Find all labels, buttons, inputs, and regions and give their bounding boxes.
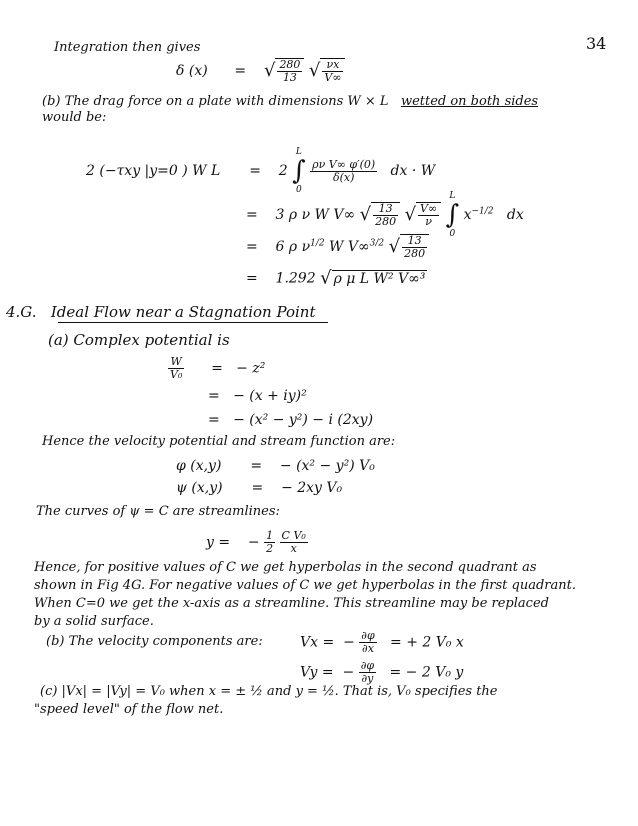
- drag-row2-frac2-den: ν: [425, 215, 432, 228]
- drag-row3-mid: W V∞: [329, 239, 370, 255]
- part-b-text: (b) The drag force on a plate with dimensions W × L: [42, 94, 389, 109]
- phi-lhs: φ (x,y): [176, 458, 222, 474]
- drag-row2-eq: =: [246, 207, 258, 223]
- delta-sqrt-1: √ $\frac{280}{13}$: [264, 58, 304, 84]
- part-c-line2: "speed level" of the flow net.: [34, 702, 224, 717]
- drag-row4: [246, 267, 427, 289]
- drag-row3-frac-num: 13: [402, 235, 427, 248]
- delta-sqrt-2: √ $\frac{\nu x}{V\infty}$: [309, 58, 346, 84]
- drag-row2-lim-bot: 0: [449, 229, 456, 239]
- drag-row2-limits: [446, 190, 460, 240]
- section-number: 4.G.: [6, 303, 37, 321]
- section-heading: [6, 304, 315, 320]
- page-number: 34: [586, 34, 607, 53]
- drag-row1-coef: 2: [278, 163, 288, 179]
- section-title: Ideal Flow near a Stagnation Point: [50, 303, 316, 321]
- vy-line: [300, 660, 463, 685]
- drag-row4-main: 1.292: [275, 270, 316, 287]
- drag-row3-sqrt: √ $\frac{13}{280}$: [389, 234, 429, 260]
- y-lhs: y =: [206, 534, 231, 551]
- drag-row1-frac: [310, 159, 377, 184]
- w-num: W: [168, 356, 184, 369]
- vy-frac: [359, 660, 376, 685]
- y-equation: [206, 530, 308, 555]
- vx-lhs: Vx =: [300, 634, 335, 651]
- pa-line2: [208, 412, 373, 428]
- drag-row4-sqrt: √ ρ μ L W² V∞³: [320, 267, 426, 289]
- phi-rhs: − (x² − y²) V₀: [279, 458, 375, 474]
- drag-row1-den: δ(x): [332, 170, 355, 184]
- delta-frac1-den: 13: [282, 71, 297, 84]
- drag-row1-lim-top: L: [295, 147, 302, 157]
- integral-sign-2: ∫: [445, 200, 460, 230]
- part-b-line1: [42, 94, 538, 110]
- drag-row2-frac-den: 280: [375, 215, 397, 228]
- w-den: V₀: [170, 368, 183, 381]
- part-c-line1: (c) |Vx| = |Vy| = V₀ when x = ± ½ and y = ½. That is, V₀ specifies the: [40, 684, 498, 699]
- y-frac2-num: C V₀: [281, 529, 306, 542]
- vx-rhs: = + 2 V₀ x: [390, 634, 464, 651]
- y-coef: −: [247, 534, 260, 551]
- para-line-1: shown in Fig 4G. For negative values of C we get hyperbolas in the first quadrant.: [34, 578, 576, 593]
- y-frac1-num: 1: [266, 529, 274, 542]
- vx-frac: [359, 630, 376, 655]
- vy-lhs: Vy =: [300, 664, 334, 681]
- phi-eq: =: [250, 458, 263, 474]
- drag-row2-sqrt2: √ $\frac{V\infty}{\nu}$: [405, 202, 442, 228]
- drag-row3-eq: =: [246, 239, 258, 255]
- drag-row2-sqrt1: √ $\frac{13}{280}$: [360, 202, 400, 228]
- psi-lhs: ψ (x,y): [176, 480, 223, 496]
- drag-row2: [246, 190, 524, 240]
- para-line-0: Hence, for positive values of C we get hyperbolas in the second quadrant as: [34, 560, 537, 575]
- delta-frac2-den: V∞: [324, 71, 342, 84]
- vy-den: ∂y: [361, 672, 374, 685]
- drag-row4-eq: =: [246, 270, 258, 287]
- delta-frac1-num: 280: [279, 58, 301, 71]
- curves-text: The curves of ψ = C are streamlines:: [36, 504, 280, 519]
- drag-row1-lim-bot: 0: [296, 185, 302, 195]
- part-b-line2: would be:: [42, 110, 107, 125]
- pa-line1: [208, 388, 307, 404]
- vy-minus: −: [342, 664, 355, 681]
- hence-text: Hence the velocity potential and stream function are:: [42, 434, 396, 449]
- section-title-underline: [58, 322, 328, 323]
- drag-row4-sqrt-content: ρ μ L W² V∞³: [333, 271, 426, 287]
- phi-line: [176, 458, 375, 474]
- psi-eq: =: [251, 480, 264, 496]
- y-frac1: [264, 530, 275, 555]
- drag-row2-main: 3 ρ ν W V∞: [275, 207, 356, 223]
- y-frac1-den: 2: [266, 542, 274, 555]
- w-over-v0: [168, 356, 184, 381]
- w-fraction: [168, 356, 265, 381]
- vy-rhs: = − 2 V₀ y: [389, 664, 464, 681]
- part-a-label: (a) Complex potential is: [48, 331, 230, 349]
- vx-line: [300, 630, 464, 655]
- part-b-underlined: wetted on both sides: [400, 94, 539, 109]
- intro-text: Integration then gives: [54, 40, 201, 55]
- drag-row2-tail: x: [463, 207, 472, 223]
- delta-lhs: δ (x): [176, 63, 208, 79]
- vx-den: ∂x: [362, 642, 374, 655]
- vy-num: ∂φ: [360, 659, 375, 672]
- drag-row2-dx: dx: [506, 207, 524, 223]
- drag-row1-num: ρν V∞ φ′(0): [312, 157, 376, 171]
- drag-row2-exp: −1/2: [471, 206, 494, 217]
- pa-line1-eq: =: [208, 388, 220, 404]
- drag-row3-main: 6 ρ ν: [275, 239, 311, 255]
- drag-lhs: 2 (−τxy |y=0 ) W L: [86, 163, 221, 179]
- psi-line: [176, 480, 342, 496]
- drag-row2-frac2-num: V∞: [420, 202, 438, 215]
- drag-row1: [86, 146, 435, 196]
- vx-minus: −: [343, 634, 355, 651]
- drag-row3-exp2: 3/2: [369, 238, 385, 249]
- drag-row3: [246, 234, 429, 260]
- integral-sign: ∫: [292, 156, 306, 186]
- drag-row1-eq: =: [249, 163, 261, 179]
- para-line-2: When C=0 we get the x-axis as a streamline. This streamline may be replaced: [34, 596, 549, 611]
- para-line-3: by a solid surface.: [34, 614, 154, 629]
- drag-row3-frac-den: 280: [404, 247, 426, 260]
- psi-rhs: − 2xy V₀: [281, 480, 343, 496]
- drag-row3-exp1: 1/2: [310, 238, 325, 249]
- vx-num: ∂φ: [361, 629, 375, 642]
- pa-line0-rhs: − z²: [236, 360, 266, 377]
- delta-equation: [176, 58, 345, 84]
- pa-line2-eq: =: [208, 412, 220, 428]
- part-b2-label: (b) The velocity components are:: [46, 634, 263, 649]
- drag-row2-lim-top: L: [449, 191, 456, 201]
- delta-frac2-num: νx: [322, 59, 343, 72]
- pa-line1-rhs: − (x + iy)²: [233, 388, 307, 404]
- pa-line2-rhs: − (x² − y²) − i (2xy): [233, 412, 374, 428]
- y-frac2-den: x: [290, 542, 297, 555]
- delta-eq-sign: =: [234, 63, 247, 79]
- drag-row1-tail: dx · W: [390, 163, 436, 179]
- y-frac2: [280, 530, 308, 555]
- pa-line0-eq: =: [211, 360, 223, 377]
- drag-row1-limits: [292, 146, 306, 196]
- drag-row2-frac-num: 13: [373, 203, 398, 216]
